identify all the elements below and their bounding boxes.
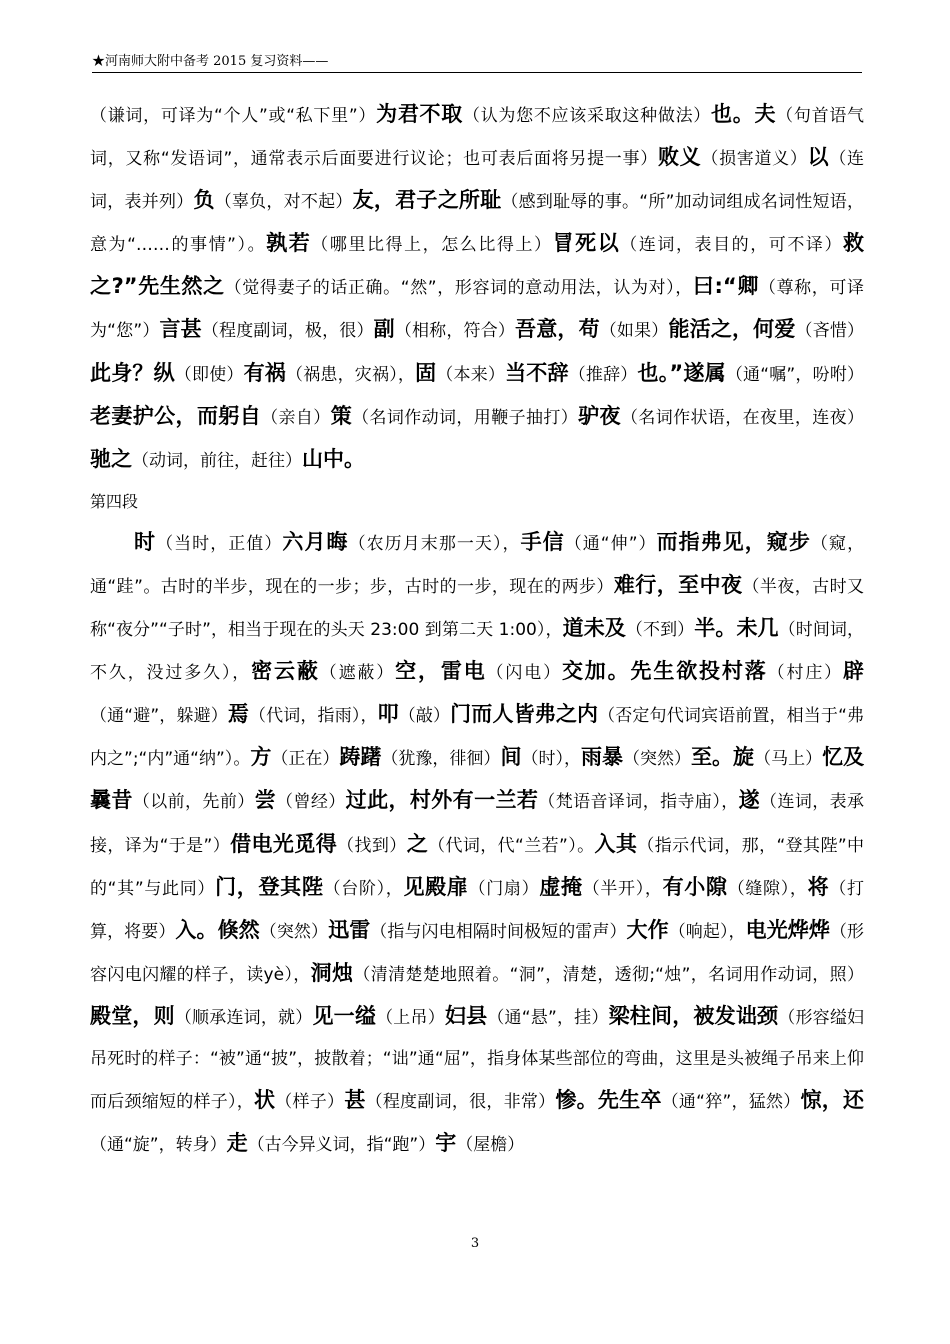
annotation-text: （梵语音译词，指寺庙）， xyxy=(538,792,739,813)
source-text: 电光烨烨 xyxy=(745,917,830,942)
annotation-text: （损害道义） xyxy=(701,149,808,170)
source-text: 道未及 xyxy=(562,616,626,641)
annotation-text: （动词，前往，赶往） xyxy=(132,450,302,471)
source-text: 尝 xyxy=(254,788,277,813)
annotation-text: （敲） xyxy=(398,706,451,727)
annotation-text: （不到） xyxy=(625,620,695,641)
annotation-text: （如果） xyxy=(599,321,669,342)
source-text: 之 xyxy=(406,831,429,856)
annotation-text: （顺承连词，就） xyxy=(174,1007,313,1028)
source-text: 败义 xyxy=(657,145,702,170)
source-text: 忆及曩昔 xyxy=(90,745,865,813)
paragraph-annotated-text-2 xyxy=(90,522,864,1166)
source-text: 走 xyxy=(226,1131,248,1156)
annotation-text: （吝惜） xyxy=(795,321,865,342)
source-text: 友，君子之所耻 xyxy=(352,188,502,213)
annotation-text: （台阶）， xyxy=(323,878,404,899)
annotation-text: （突然） xyxy=(259,921,329,942)
source-text: 当不辞 xyxy=(505,360,569,385)
annotation-text: （门扇） xyxy=(468,878,540,899)
source-text: 过此，村外有一兰若 xyxy=(345,788,539,813)
page-number: 3 xyxy=(470,1236,480,1251)
source-text: 也。夫 xyxy=(711,102,777,126)
annotation-text: （相称，符合） xyxy=(394,321,516,342)
annotation-text: （认为您不应该采取这种做法） xyxy=(462,106,712,126)
source-text: 洞烛 xyxy=(310,960,354,985)
source-text: 密云蔽 xyxy=(251,659,320,684)
annotation-text: （尊称，可译为“您”） xyxy=(90,278,865,342)
annotation-text: （句首语气词，又称“发语词”，通常表示后面要进行议论；也可表后面将另提一事） xyxy=(90,106,865,170)
source-text: 虚掩 xyxy=(539,874,583,899)
annotation-text: （曾经） xyxy=(276,792,346,813)
page-header xyxy=(92,54,862,73)
source-text: 叩 xyxy=(377,702,399,727)
annotation-text: （通“猝”，猛然） xyxy=(661,1092,801,1113)
annotation-text: （屋檐） xyxy=(456,1135,525,1156)
annotation-text: （农历月末那一天）， xyxy=(348,533,521,554)
annotation-text: （半夜，古时又称“夜分”“子时”，相当于现在的头天 23:00 到第二天 1:00）， xyxy=(90,576,865,641)
annotation-text: （犹豫，徘徊） xyxy=(381,749,501,770)
annotation-text: （辜负，对不起） xyxy=(214,192,353,213)
annotation-text: （通“避”，躲避） xyxy=(90,706,228,727)
source-text: 有小隙 xyxy=(662,874,728,899)
annotation-text: （觉得妻子的话正确。“然”，形容词的意动用法，认为对）， xyxy=(224,278,693,299)
source-text: 大作 xyxy=(626,917,669,942)
header-title: ★河南师大附中备考 2015 复习资料—— xyxy=(92,54,329,69)
section-title: 第四段 xyxy=(90,491,139,511)
annotation-text: （清清楚楚地照着。“洞”，清楚，透彻;“烛”，名词用作动词，照） xyxy=(353,964,864,985)
source-text: 惨。先生卒 xyxy=(555,1088,662,1113)
source-text: 副 xyxy=(373,317,395,342)
source-text: 宇 xyxy=(435,1131,457,1156)
source-text: 半。未几 xyxy=(694,616,779,641)
source-text: 至。旋 xyxy=(691,745,755,770)
source-text: 驴夜 xyxy=(578,403,621,428)
source-text: 而指弗见，窥步 xyxy=(656,529,811,554)
source-text: 入其 xyxy=(594,831,638,856)
annotation-text: （时间词，不久，没过多久）， xyxy=(90,620,865,684)
source-text: 见殿扉 xyxy=(403,874,469,899)
source-text: 六月晦 xyxy=(282,529,349,554)
source-text: 时 xyxy=(134,529,157,554)
source-text: 负 xyxy=(193,188,215,213)
source-text: 雨暴 xyxy=(580,745,623,770)
source-text: 曰:“卿 xyxy=(692,274,759,299)
source-text: 吾意，苟 xyxy=(515,317,600,342)
annotation-text: （样子） xyxy=(275,1092,345,1113)
annotation-text: （上吊） xyxy=(376,1007,445,1028)
annotation-text: （谦词，可译为“个人”或“私下里”） xyxy=(90,106,377,126)
source-text: 孰若 xyxy=(266,231,312,256)
document-body xyxy=(90,94,864,1166)
source-text: 辟 xyxy=(843,659,865,684)
source-text: 空，雷电 xyxy=(395,659,487,684)
source-text: 梁柱间，被发诎颈 xyxy=(608,1003,779,1028)
source-text: 难行，至中夜 xyxy=(613,572,743,597)
source-text: 也。”遂属 xyxy=(637,360,726,385)
annotation-text: （通“悬”，挂） xyxy=(487,1007,609,1028)
source-text: 救之?”先生然之 xyxy=(90,231,865,299)
annotation-text: （响起）， xyxy=(668,921,746,942)
annotation-text: （找到） xyxy=(337,835,407,856)
source-text: 方 xyxy=(250,745,272,770)
annotation-text: （突然） xyxy=(623,749,692,770)
source-text: 驰之 xyxy=(90,446,132,471)
annotation-text: （连词，表并列） xyxy=(90,149,865,213)
source-text: 妇县 xyxy=(444,1003,488,1028)
annotation-text: （亲自） xyxy=(261,407,331,428)
annotation-text: （以前，先前） xyxy=(132,792,255,813)
annotation-text: （指示代词，那，“登其陛”中的“其”与此同） xyxy=(90,835,865,899)
annotation-text: （连词，表承接，译为“于是”） xyxy=(90,792,865,856)
annotation-text: （哪里比得上，怎么比得上） xyxy=(311,235,553,256)
annotation-text: （通“旋”，转身） xyxy=(90,1135,227,1156)
source-text: 固 xyxy=(415,360,437,385)
source-text: 惊，还 xyxy=(800,1088,865,1113)
annotation-text: （窥，通“跬”。古时的半步，现在的一步；步，古时的一步，现在的两步） xyxy=(90,533,865,597)
paragraph-annotated-text-1 xyxy=(90,94,864,482)
annotation-text: （名词作动词，用鞭子抽打） xyxy=(352,407,579,428)
annotation-text: （古今异义词，指“跑”） xyxy=(247,1135,436,1156)
annotation-text: （通“伸”） xyxy=(564,533,657,554)
source-text: 策 xyxy=(330,403,353,428)
annotation-text: （时）， xyxy=(521,749,581,770)
annotation-text: （程度副词，极，很） xyxy=(201,321,374,342)
annotation-text: （否定句代词宾语前置，相当于“弗内之”;“内”通“纳”）。 xyxy=(90,706,865,770)
source-text: 入。倏然 xyxy=(175,917,260,942)
source-text: 此身？纵 xyxy=(90,360,175,385)
source-text: 遂 xyxy=(738,788,761,813)
annotation-text: （马上） xyxy=(754,749,823,770)
annotation-text: （代词，代“兰若”）。 xyxy=(428,835,595,856)
annotation-text: （形容缢妇吊死时的样子：“被”通“披”，披散着；“诎”通“屈”，指身体某些部位的弯曲，这里是头被绳子吊来上仰而后颈缩短的样子）， xyxy=(90,1007,865,1113)
source-text: 为君不取 xyxy=(376,102,463,126)
annotation-text: （缝隙）， xyxy=(727,878,808,899)
annotation-text: （指与闪电相隔时间极短的雷声） xyxy=(370,921,627,942)
source-text: 以 xyxy=(807,145,830,170)
source-text: 门而人皆弗之内 xyxy=(450,702,599,727)
source-text: 状 xyxy=(254,1088,276,1113)
source-text: 交加。先生欲投村落 xyxy=(561,659,768,684)
annotation-text: （祸患，灾祸）， xyxy=(286,364,416,385)
annotation-text: （形容闪电闪耀的样子，读yè）， xyxy=(90,921,865,985)
source-text: 山中。 xyxy=(302,446,365,471)
annotation-text: （名词作状语，在夜里，连夜） xyxy=(620,407,865,428)
source-text: 老妻护公，而躬自 xyxy=(90,403,262,428)
source-text: 甚 xyxy=(344,1088,366,1113)
annotation-text: （遮蔽） xyxy=(319,663,396,684)
annotation-text: （当时，正值） xyxy=(156,533,283,554)
annotation-text: （打算，将要） xyxy=(90,878,864,942)
annotation-text: （村庄） xyxy=(767,663,844,684)
source-text: 迅雷 xyxy=(328,917,371,942)
annotation-text: （本来） xyxy=(436,364,506,385)
source-text: 焉 xyxy=(227,702,249,727)
source-text: 踌躇 xyxy=(339,745,382,770)
source-text: 冒死以 xyxy=(552,231,621,256)
source-text: 手信 xyxy=(520,529,565,554)
annotation-text: （代词，指雨）， xyxy=(249,706,378,727)
annotation-text: （正在） xyxy=(271,749,340,770)
source-text: 言甚 xyxy=(159,317,202,342)
annotation-text: （半开）， xyxy=(582,878,663,899)
annotation-text: （即使） xyxy=(174,364,244,385)
source-text: 能活之，何爱 xyxy=(668,317,796,342)
source-text: 殿堂，则 xyxy=(90,1003,175,1028)
annotation-text: （推辞） xyxy=(568,364,638,385)
annotation-text: （程度副词，很，非常） xyxy=(365,1092,556,1113)
source-text: 有祸 xyxy=(243,360,286,385)
source-text: 将 xyxy=(807,874,830,899)
source-text: 门，登其陛 xyxy=(215,874,324,899)
annotation-text: （感到耻辱的事。“所”加动词组成名词性短语，意为“……的事情”）。 xyxy=(90,192,865,256)
source-text: 间 xyxy=(500,745,522,770)
source-text: 见一缢 xyxy=(312,1003,377,1028)
annotation-text: （连词，表目的，可不译） xyxy=(620,235,844,256)
source-text: 借电光觅得 xyxy=(230,831,338,856)
annotation-text: （闪电） xyxy=(486,663,562,684)
annotation-text: （通“嘱”，吩咐） xyxy=(725,364,865,385)
